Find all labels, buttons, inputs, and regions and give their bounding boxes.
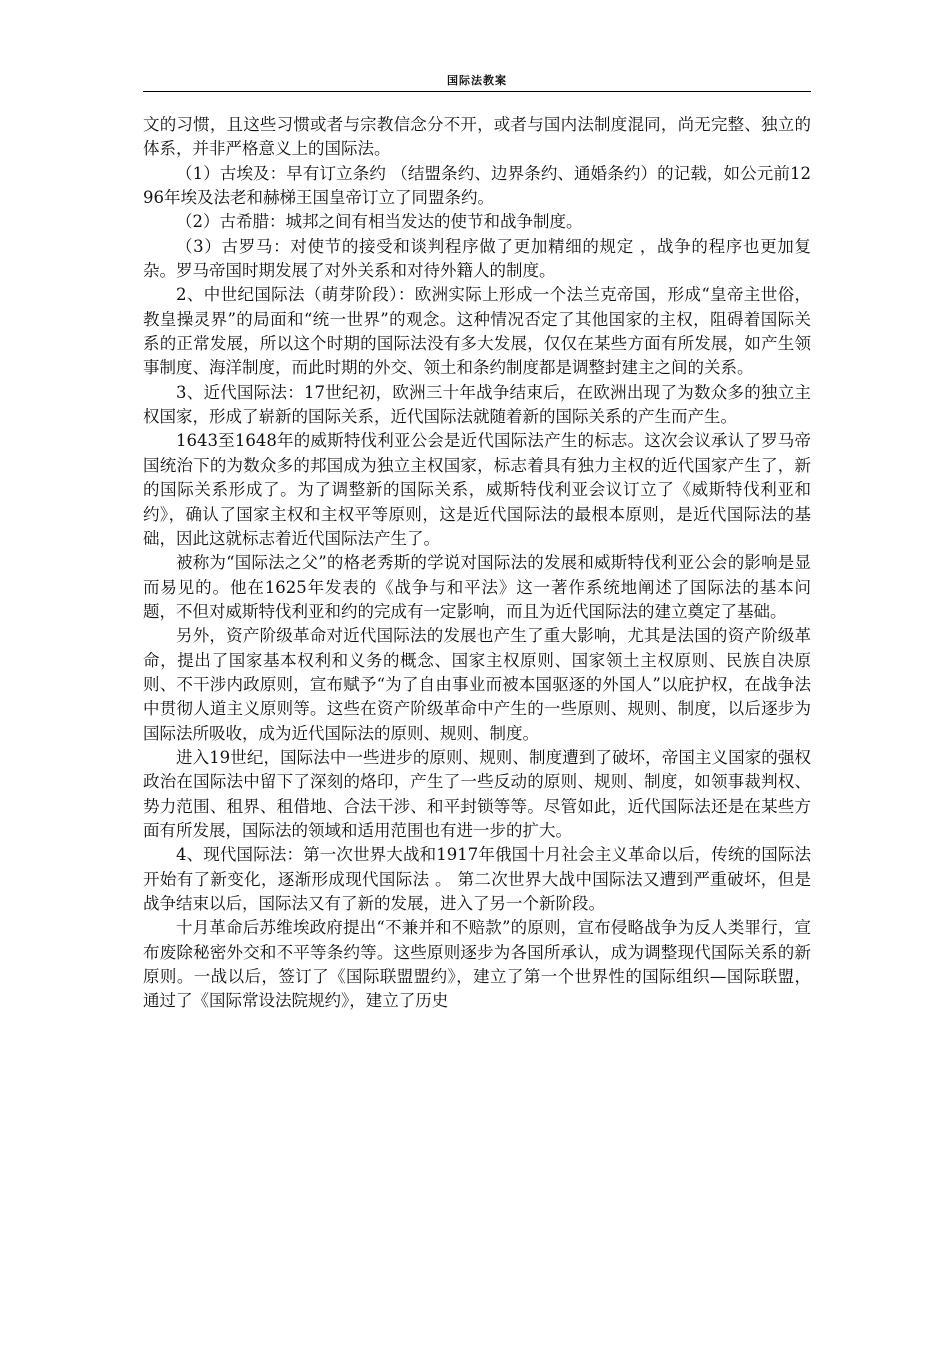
paragraph-3: （3）古罗马：对使节的接受和谈判程序做了更加精细的规定 ，战争的程序也更加复杂。罗马帝国时期发展了对外关系和对待外籍人的制度。: [143, 236, 811, 281]
paragraph-5: 3、近代国际法：17世纪初，欧洲三十年战争结束后，在欧洲出现了为数众多的独立主权国家，形成了崭新的国际关系，近代国际法就随着新的国际关系的产生而产生。: [143, 382, 811, 427]
paragraph-9: 进入19世纪，国际法中一些进步的原则、规则、制度遭到了破坏，帝国主义国家的强权政治在国际法中留下了深刻的烙印，产生了一些反动的原则、规则、制度，如领事裁判权、势力范围、租界、租借地、合法干涉、和平封锁等等。尽管如此，近代国际法还是在某些方面有所发展，国际法的领域和适用范围也有进一步的扩大。: [143, 747, 811, 840]
paragraph-4: 2、中世纪国际法（萌芽阶段）：欧洲实际上形成一个法兰克帝国，形成“皇帝主世俗，教皇操灵界”的局面和“统一世界”的观念。这种情况否定了其他国家的主权，阻碍着国际关系的正常发展，所以这个时期的国际法没有多大发展，仅仅在某些方面有所发展，如产生领事制度、海洋制度，而此时期的外交、领土和条约制度都是调整封建主之间的关系。: [143, 285, 811, 378]
paragraph-6: 1643至1648年的威斯特伐利亚公会是近代国际法产生的标志。这次会议承认了罗马帝国统治下的为数众多的邦国成为独立主权国家，标志着具有独力主权的近代国家产生了，新的国际关系形成了。为了调整新的国际关系，威斯特伐利亚会议订立了《威斯特伐利亚和约》，确认了国家主权和主权平等原则，这是近代国际法的最根本原则，是近代国际法的基础，因此这就标志着近代国际法产生了。: [143, 431, 811, 548]
paragraph-0: 文的习惯，且这些习惯或者与宗教信念分不开，或者与国内法制度混同，尚无完整、独立的体系，并非严格意义上的国际法。: [143, 115, 811, 159]
paragraph-11: 十月革命后苏维埃政府提出“不兼并和不赔款”的原则，宣布侵略战争为反人类罪行，宣布废除秘密外交和不平等条约等。这些原则逐步为各国所承认，成为调整现代国际关系的新原则。一战以后，签订了《国际联盟盟约》，建立了第一个世界性的国际组织—国际联盟，通过了《国际常设法院规约》，建立了历史: [143, 918, 811, 1011]
paragraph-2: （2）古希腊：城邦之间有相当发达的使节和战争制度。: [176, 212, 583, 232]
paragraph-1: （1）古埃及：早有订立条约 （结盟条约、边界条约、通婚条约）的记载，如公元前1296年埃及法老和赫梯王国皇帝订立了同盟条约。: [143, 163, 811, 208]
paragraph-8: 另外，资产阶级革命对近代国际法的发展也产生了重大影响，尤其是法国的资产阶级革命，提出了国家基本权利和义务的概念、国家主权原则、国家领土主权原则、民族自决原则、不干涉内政原则，宣布赋予“为了自由事业而被本国驱逐的外国人”以庇护权，在战争法中贯彻人道主义原则等。这些在资产阶级革命中产生的一些原则、规则、制度，以后逐步为国际法所吸收，成为近代国际法的原则、规则、制度。: [143, 626, 811, 743]
paragraph-7: 被称为“国际法之父”的格老秀斯的学说对国际法的发展和威斯特伐利亚公会的影响是显而易见的。他在1625年发表的《战争与和平法》这一著作系统地阐述了国际法的基本问题，不但对威斯特伐利亚和约的完成有一定影响，而且为近代国际法的建立奠定了基础。: [143, 553, 811, 621]
header-divider: [143, 91, 811, 92]
document-body: [143, 113, 811, 1293]
page-header-title: 国际法教案: [447, 74, 507, 87]
paragraph-10: 4、现代国际法：第一次世界大战和1917年俄国十月社会主义革命以后，传统的国际法开始有了新变化，逐渐形成现代国际法 。 第二次世界大战中国际法又遭到严重破坏，但是战争结束以后，国际法又有了新的发展，进入了另一个新阶段。: [143, 845, 811, 913]
